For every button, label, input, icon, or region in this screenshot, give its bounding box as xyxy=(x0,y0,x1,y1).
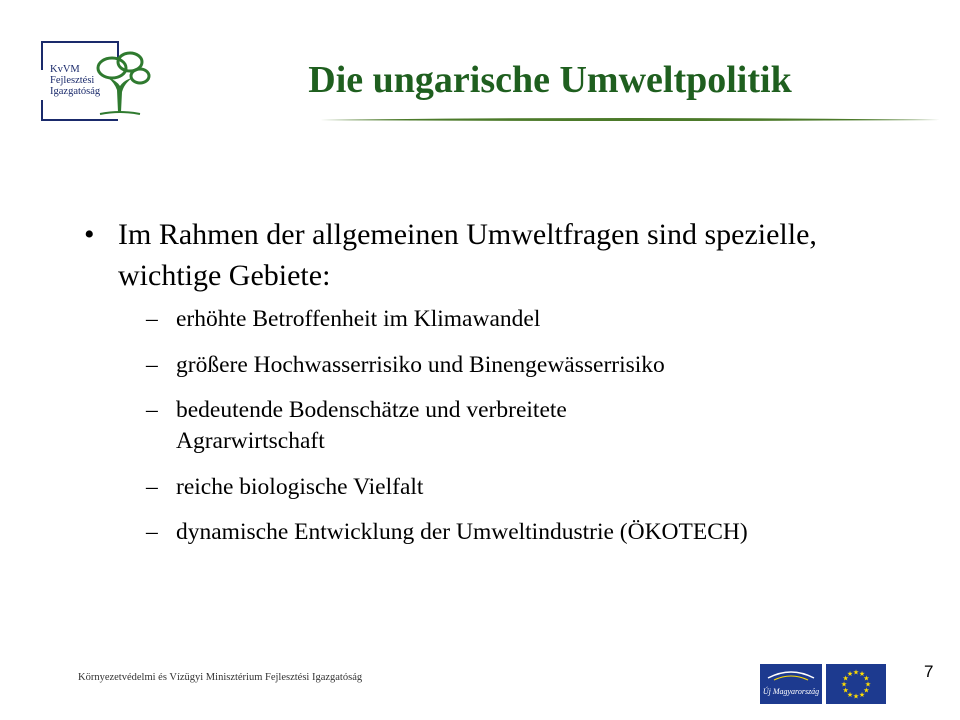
dash-marker: – xyxy=(146,397,158,423)
slide-body xyxy=(84,214,864,563)
logo-text xyxy=(50,64,120,97)
title-underline xyxy=(320,116,940,124)
logo-line-2: Fejlesztési xyxy=(50,75,95,86)
list-item xyxy=(146,472,864,503)
uj-magyarorszag-flag-icon xyxy=(760,664,822,704)
eu-star-icon: ★ xyxy=(846,670,854,679)
flag-left-label: Új Magyarország xyxy=(762,687,820,696)
eu-star-icon: ★ xyxy=(842,686,849,695)
eu-star-icon: ★ xyxy=(852,668,860,677)
sub-bullet-text: dynamische Entwicklung der Umweltindustrie (ÖKOTECH) xyxy=(176,519,748,545)
dash-marker: – xyxy=(146,306,158,332)
eu-star-icon: ★ xyxy=(863,686,870,695)
dash-marker: – xyxy=(146,473,158,500)
sub-bullet-text: reiche biologische Vielfalt xyxy=(176,473,424,500)
eu-flag-icon xyxy=(826,664,886,704)
eu-star-icon: ★ xyxy=(864,680,872,689)
main-bullet-text: Im Rahmen der allgemeinen Umweltfragen sind spezielle, wichtige Gebiete: xyxy=(118,218,817,292)
sub-bullet-text: größere Hochwasserrisiko und Binengewässerrisiko xyxy=(176,351,665,378)
list-item xyxy=(146,304,864,335)
dash-marker: – xyxy=(146,519,158,545)
footer-ministry: Környezetvédelmi és Vízügyi Minisztérium Fejlesztési Igazgatóság xyxy=(78,672,363,683)
sub-bullet-text: bedeutende Bodenschätze und verbreitete Agrarwirtschaft xyxy=(176,397,567,454)
eu-star-icon: ★ xyxy=(846,690,854,699)
list-item xyxy=(146,350,864,381)
eu-star-icon: ★ xyxy=(863,674,870,683)
eu-star-icon: ★ xyxy=(840,680,848,689)
page-number: 7 xyxy=(924,662,934,681)
eu-star-icon: ★ xyxy=(858,670,866,679)
logo-line-1: KvVM xyxy=(50,64,80,75)
list-item xyxy=(146,395,864,457)
sub-bullet-list xyxy=(146,304,864,548)
eu-star-icon: ★ xyxy=(858,690,866,699)
slide-title: Die ungarische Umweltpolitik xyxy=(308,59,792,101)
dash-marker: – xyxy=(146,351,158,378)
main-bullet xyxy=(84,214,864,296)
list-item xyxy=(146,517,864,548)
eu-star-icon: ★ xyxy=(852,692,860,701)
logo-line-3: Igazgatóság xyxy=(50,86,101,97)
sub-bullet-text: erhöhte Betroffenheit im Klimawandel xyxy=(176,306,541,332)
eu-star-icon: ★ xyxy=(842,674,849,683)
kvvm-logo xyxy=(40,40,160,122)
bullet-marker: • xyxy=(84,218,95,251)
